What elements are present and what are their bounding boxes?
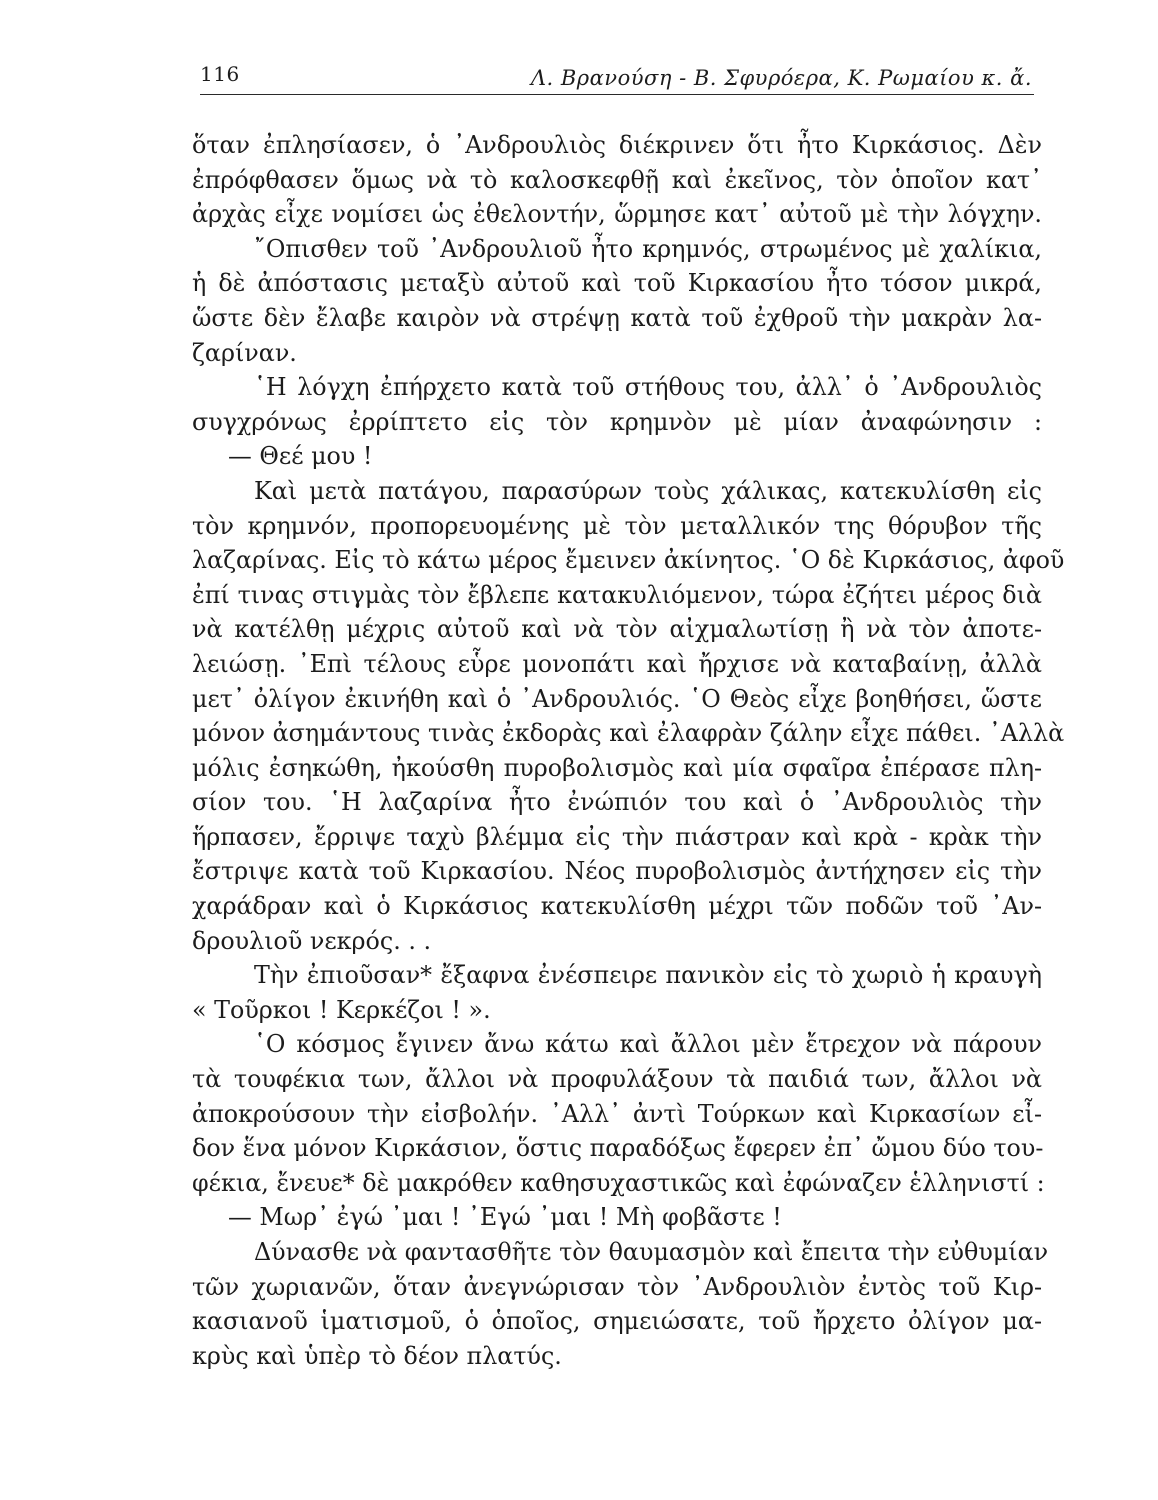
text-line: ἀρχὰς εἶχε νομίσει ὡς ἐθελοντήν, ὥρμησε κατ᾿ αὐτοῦ μὲ τὴν λόγχην. <box>192 200 1042 229</box>
text-line: κρὺς καὶ ὑπὲρ τὸ δέον πλατύς. <box>192 1341 562 1370</box>
text-line: ζαρίναν. <box>192 338 297 367</box>
text-line: ἐπί τινας στιγμὰς τὸν ἔβλεπε κατακυλιόμενον, τώρα ἐζήτει μέρος διὰ <box>192 580 1042 609</box>
text-line: Τὴν ἐπιοῦσαν* ἔξαφνα ἐνέσπειρε πανικὸν εἰς τὸ χωριὸ ἡ κραυγὴ <box>254 961 1042 990</box>
text-line: κασιανοῦ ἱματισμοῦ, ὁ ὁποῖος, σημειώσατε, τοῦ ἤρχετο ὀλίγον μα- <box>192 1307 1042 1336</box>
body-text <box>192 128 1065 1373</box>
text-line: λειώσῃ. ᾿Επὶ τέλους εὗρε μονοπάτι καὶ ἤρχισε νὰ καταβαίνῃ, ἀλλὰ <box>192 649 1042 678</box>
text-line: δρουλιοῦ νεκρός. . . <box>192 926 432 955</box>
page-header <box>200 58 1034 95</box>
text-line: τὰ τουφέκια των, ἄλλοι νὰ προφυλάξουν τὰ παιδιά των, ἄλλοι νὰ <box>192 1065 1042 1094</box>
text-line: ὥστε δὲν ἔλαβε καιρὸν νὰ στρέψῃ κατὰ τοῦ ἐχθροῦ τὴν μακρὰν λα- <box>192 303 1042 332</box>
text-line: δον ἕνα μόνον Κιρκάσιον, ὅστις παραδόξως ἔφερεν ἐπ᾿ ὤμου δύο του- <box>192 1134 1044 1163</box>
text-line: — Μωρ᾿ ἐγώ ᾿μαι ! ᾿Εγώ ᾿μαι ! Μὴ φοβᾶστε ! <box>228 1203 782 1232</box>
text-line: ἔστριψε κατὰ τοῦ Κιρκασίου. Νέος πυροβολισμὸς ἀντήχησεν εἰς τὴν <box>192 857 1042 886</box>
text-line: τῶν χωριανῶν, ὅταν ἀνεγνώρισαν τὸν ᾿Ανδρουλιὸν ἐντὸς τοῦ Κιρ- <box>192 1272 1042 1301</box>
running-head: Λ. Βρανούση - Β. Σφυρόερα, Κ. Ρωμαίου κ. ἄ. <box>530 66 1032 90</box>
page-number: 116 <box>200 62 240 86</box>
text-line: ῎Οπισθεν τοῦ ᾿Ανδρουλιοῦ ἦτο κρημνός, στρωμένος μὲ χαλίκια, <box>254 234 1042 263</box>
text-line: χαράδραν καὶ ὁ Κιρκάσιος κατεκυλίσθη μέχρι τῶν ποδῶν τοῦ ᾿Αν- <box>192 892 1042 921</box>
text-line: λαζαρίνας. Εἰς τὸ κάτω μέρος ἔμεινεν ἀκίνητος. ῾Ο δὲ Κιρκάσιος, ἀφοῦ <box>192 546 1065 575</box>
text-line: τὸν κρημνόν, προπορευομένης μὲ τὸν μεταλλικόν της θόρυβον τῆς <box>192 511 1042 540</box>
text-line: ἐπρόφθασεν ὅμως νὰ τὸ καλοσκεφθῇ καὶ ἐκεῖνος, τὸν ὁποῖον κατ᾿ <box>192 165 1042 194</box>
text-line: μόλις ἐσηκώθη, ἠκούσθη πυροβολισμὸς καὶ μία σφαῖρα ἐπέρασε πλη- <box>192 753 1042 782</box>
text-line: μόνον ἀσημάντους τινὰς ἐκδορὰς καὶ ἐλαφρὰν ζάλην εἶχε πάθει. ᾿Αλλὰ <box>192 719 1065 748</box>
text-line: ῾Ο κόσμος ἔγινεν ἄνω κάτω καὶ ἄλλοι μὲν ἔτρεχον νὰ πάρουν <box>254 1030 1042 1059</box>
text-line: ῾Η λόγχη ἐπήρχετο κατὰ τοῦ στήθους του, ἀλλ᾿ ὁ ᾿Ανδρουλιὸς <box>254 373 1042 402</box>
text-line: φέκια, ἔνευε* δὲ μακρόθεν καθησυχαστικῶς καὶ ἐφώναζεν ἑλληνιστί : <box>192 1168 1045 1197</box>
text-line: συγχρόνως ἐρρίπτετο εἰς τὸν κρημνὸν μὲ μίαν ἀναφώνησιν : <box>192 407 1042 436</box>
text-line: ἀποκρούσουν τὴν εἰσβολήν. ᾿Αλλ᾿ ἀντὶ Τούρκων καὶ Κιρκασίων εἶ- <box>192 1099 1042 1128</box>
text-line: νὰ κατέλθῃ μέχρις αὐτοῦ καὶ νὰ τὸν αἰχμαλωτίσῃ ἢ νὰ τὸν ἀποτε- <box>192 615 1042 644</box>
text-line: Δύνασθε νὰ φαντασθῆτε τὸν θαυμασμὸν καὶ ἔπειτα τὴν εὐθυμίαν <box>254 1238 1049 1266</box>
text-line: ἡ δὲ ἀπόστασις μεταξὺ αὐτοῦ καὶ τοῦ Κιρκασίου ἦτο τόσον μικρά, <box>192 269 1042 298</box>
text-line: ἥρπασεν, ἔρριψε ταχὺ βλέμμα εἰς τὴν πιάστραν καὶ κρὰ - κρὰκ τὴν <box>192 822 1042 851</box>
text-line: Καὶ μετὰ πατάγου, παρασύρων τοὺς χάλικας, κατεκυλίσθη εἰς <box>254 476 1042 505</box>
text-line: « Τοῦρκοι ! Κερκέζοι ! ». <box>192 995 491 1024</box>
text-line: σίον του. ῾Η λαζαρίνα ἦτο ἐνώπιόν του καὶ ὁ ᾿Ανδρουλιὸς τὴν <box>192 788 1042 817</box>
text-line: ὅταν ἐπλησίασεν, ὁ ᾿Ανδρουλιὸς διέκρινεν ὅτι ἦτο Κιρκάσιος. Δὲν <box>192 131 1042 159</box>
text-line: μετ᾿ ὀλίγον ἐκινήθη καὶ ὁ ᾿Ανδρουλιός. ῾Ο Θεὸς εἶχε βοηθήσει, ὥστε <box>192 684 1042 713</box>
text-line: — Θεέ μου ! <box>228 442 373 471</box>
